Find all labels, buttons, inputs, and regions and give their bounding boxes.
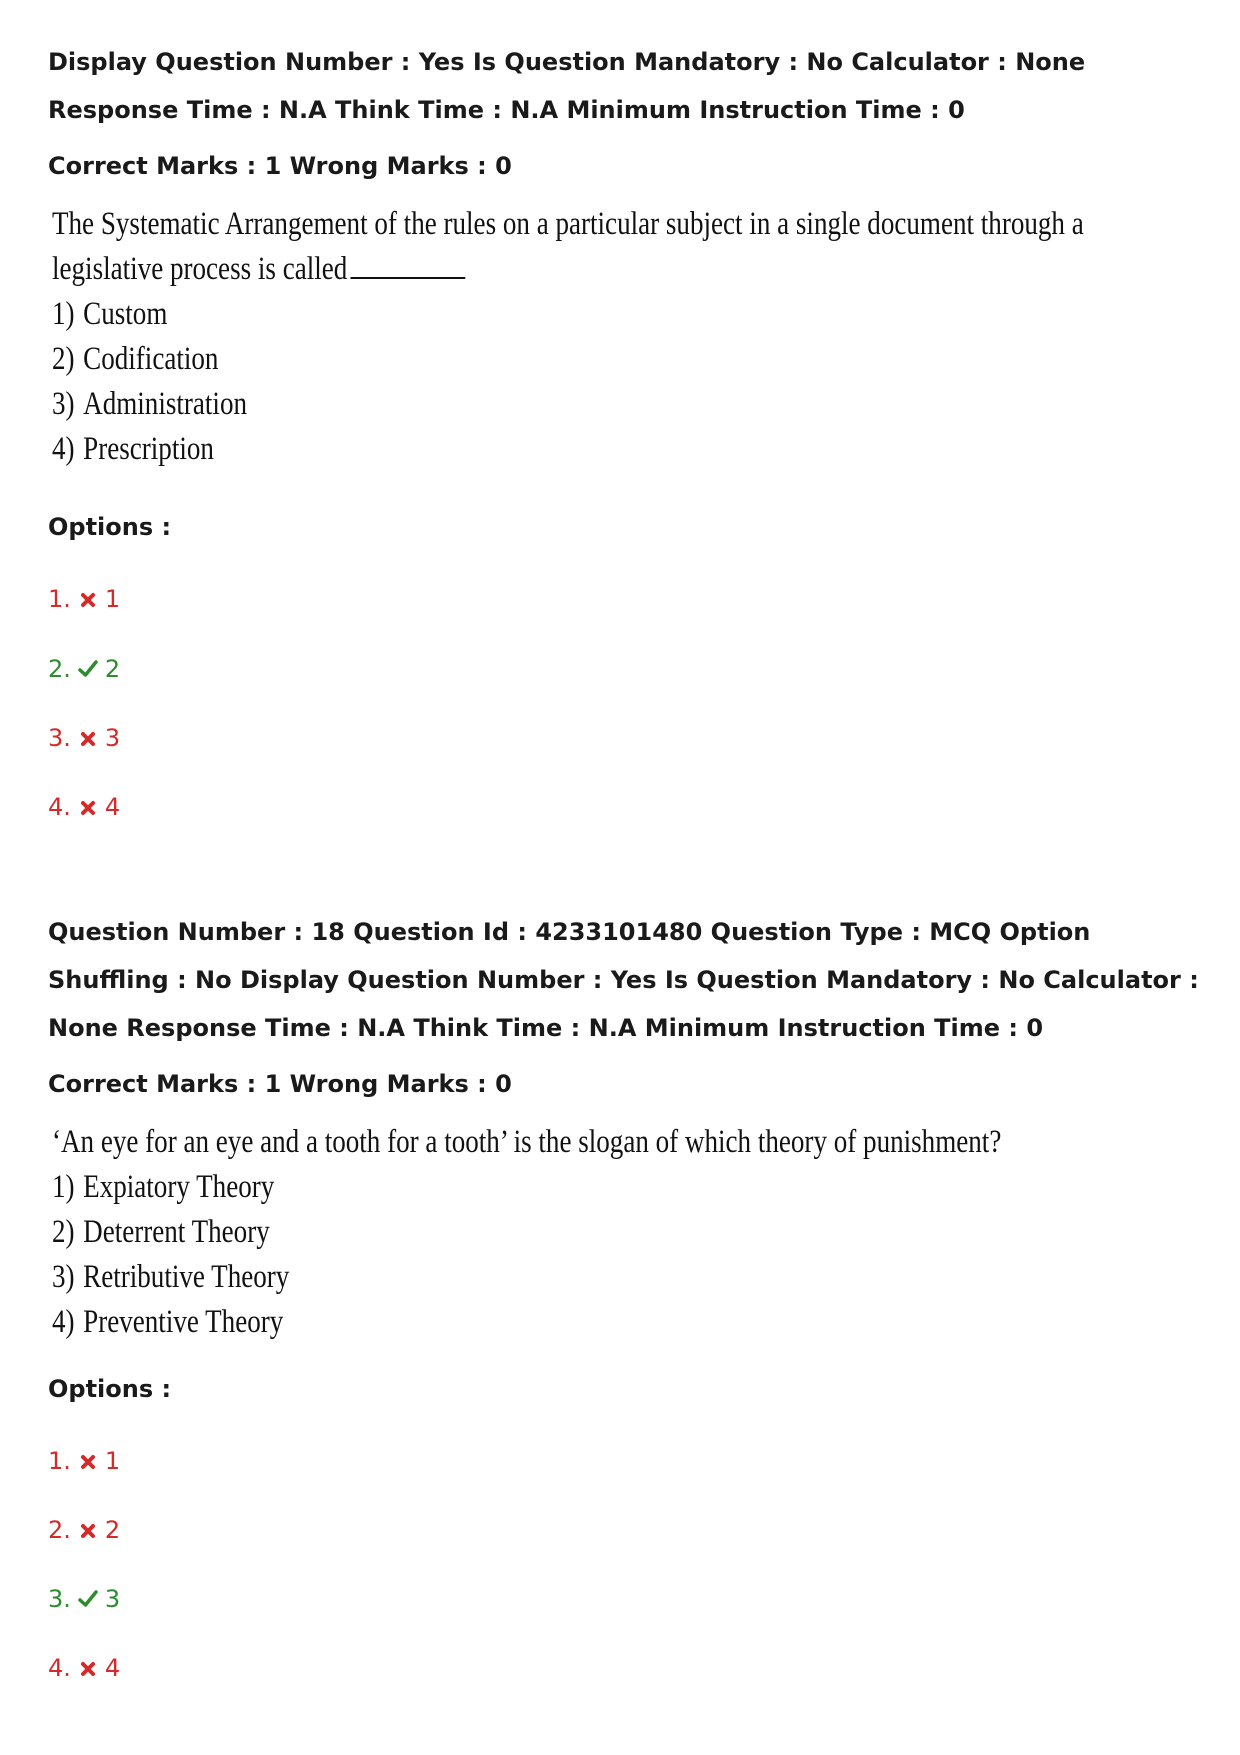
choice-number: 1) [52, 1169, 75, 1205]
option-item [48, 585, 120, 613]
choice-number: 4) [52, 1304, 75, 1340]
choice-number: 3) [52, 1259, 75, 1295]
option-number: 3. [48, 724, 71, 752]
choice-number: 4) [52, 431, 75, 467]
choice-number: 2) [52, 341, 75, 377]
option-value: 3 [104, 724, 121, 752]
option-item [48, 1516, 120, 1544]
question-17-stem-line1: The Systematic Arrangement of the rules on a particular subject in a single document through a [52, 206, 1084, 242]
choice-text: Prescription [83, 431, 214, 467]
option-item [48, 1447, 120, 1475]
check-icon [77, 1588, 99, 1610]
option-number: 1. [48, 585, 71, 613]
check-icon [77, 658, 99, 680]
question-18-choices [52, 1165, 1001, 1345]
option-value: 4 [104, 793, 121, 821]
option-item [48, 1585, 120, 1613]
choice-item [52, 337, 1084, 382]
choice-text: Administration [83, 386, 248, 422]
cross-icon [77, 1450, 99, 1472]
question-18-stem-line1: ‘An eye for an eye and a tooth for a tooth’ is the slogan of which theory of punishment? [52, 1124, 1002, 1160]
choice-item [52, 292, 1084, 337]
choice-item [52, 1165, 1001, 1210]
option-value: 1 [104, 585, 121, 613]
option-item [48, 793, 120, 821]
option-value: 3 [104, 1585, 121, 1613]
option-number: 2. [48, 1516, 71, 1544]
choice-text: Deterrent Theory [83, 1214, 270, 1250]
question-17-options-label: Options : [48, 513, 172, 541]
cross-icon [77, 727, 99, 749]
question-18-meta: Question Number : 18 Question Id : 4233101480 Question Type : MCQ Option Shuffling : No Display Question Number : Yes Is Question Mandatory : No Calculator : None Response Time : N.A Think Time : N.A Minimum Instruction Time : 0 [48, 918, 1199, 1042]
choice-item [52, 427, 1084, 472]
choice-number: 3) [52, 386, 75, 422]
question-18-image [52, 1120, 1001, 1345]
question-17-meta: Display Question Number : Yes Is Question Mandatory : No Calculator : None Response Time : N.A Think Time : N.A Minimum Instruction Time : 0 [48, 48, 1086, 124]
option-number: 1. [48, 1447, 71, 1475]
option-item [48, 724, 120, 752]
option-number: 2. [48, 655, 71, 683]
question-17-image [52, 202, 1084, 472]
choice-text: Codification [83, 341, 219, 377]
question-17-choices [52, 292, 1084, 472]
option-value: 2 [104, 1516, 121, 1544]
option-item [48, 655, 120, 683]
choice-text: Expiatory Theory [83, 1169, 275, 1205]
option-number: 4. [48, 793, 71, 821]
option-number: 4. [48, 1654, 71, 1682]
cross-icon [77, 1519, 99, 1541]
choice-item [52, 1255, 1001, 1300]
question-17-marks: Correct Marks : 1 Wrong Marks : 0 [48, 152, 512, 180]
option-number: 3. [48, 1585, 71, 1613]
choice-number: 1) [52, 296, 75, 332]
choice-item [52, 382, 1084, 427]
cross-icon [77, 588, 99, 610]
question-18-options-label: Options : [48, 1375, 172, 1403]
question-18-marks: Correct Marks : 1 Wrong Marks : 0 [48, 1070, 512, 1098]
cross-icon [77, 1657, 99, 1679]
choice-text: Preventive Theory [83, 1304, 284, 1340]
answer-blank [351, 249, 466, 279]
choice-text: Custom [83, 296, 168, 332]
choice-number: 2) [52, 1214, 75, 1250]
option-value: 2 [104, 655, 121, 683]
option-value: 1 [104, 1447, 121, 1475]
question-17-stem-line2 [52, 247, 1084, 292]
option-value: 4 [104, 1654, 121, 1682]
option-item [48, 1654, 120, 1682]
choice-item [52, 1300, 1001, 1345]
cross-icon [77, 796, 99, 818]
choice-text: Retributive Theory [83, 1259, 290, 1295]
choice-item [52, 1210, 1001, 1255]
question-17-stem-line2-text: legislative process is called [52, 251, 348, 287]
